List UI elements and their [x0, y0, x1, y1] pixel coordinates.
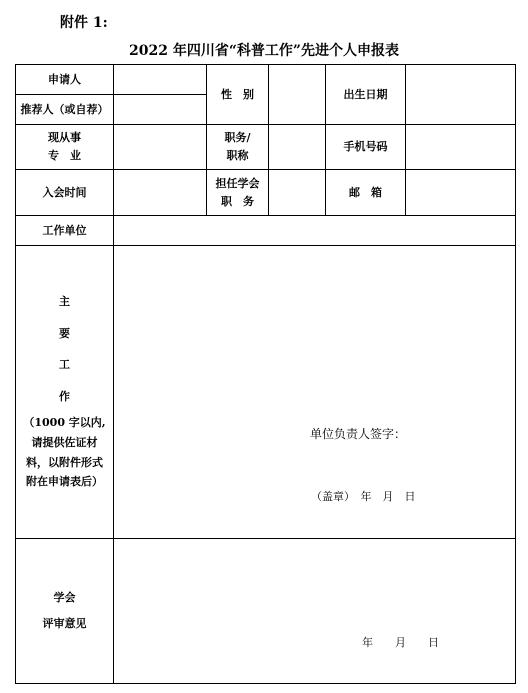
birth-date-field[interactable]	[406, 65, 515, 124]
applicant-label: 申请人	[48, 72, 81, 86]
attachment-label: 附件 1:	[60, 15, 108, 31]
seal-date-label: （盖章） 年 月 日	[311, 490, 416, 503]
main-work-char: 工	[59, 358, 70, 372]
mobile-label: 手机号码	[343, 140, 388, 154]
join-time-label: 入会时间	[42, 185, 87, 199]
applicant-field[interactable]	[114, 65, 206, 94]
work-unit-label: 工作单位	[42, 223, 87, 237]
society-review-label	[16, 539, 113, 683]
society-review-field[interactable]	[114, 539, 515, 683]
main-work-char: 要	[59, 326, 70, 340]
work-unit-field[interactable]	[114, 216, 515, 245]
main-work-char: 作	[59, 390, 70, 404]
main-work-note-line1: （1000 字以内,	[23, 416, 106, 429]
profession-label-line2: 专 业	[48, 149, 81, 162]
gender-field[interactable]	[269, 65, 325, 124]
review-date-label: 年 月 日	[362, 636, 439, 649]
email-field[interactable]	[406, 170, 515, 215]
mobile-field[interactable]	[406, 125, 515, 169]
society-review-label-line1: 学会	[53, 590, 76, 604]
main-work-char: 主	[59, 294, 70, 308]
main-work-label	[16, 246, 113, 538]
profession-label-line1: 现从事	[48, 131, 81, 145]
position-label-line1: 职务/	[224, 131, 251, 145]
main-work-note-line2: 请提供佐证材	[31, 435, 98, 449]
recommender-field[interactable]	[114, 95, 206, 124]
society-role-label-line1: 担任学会	[215, 176, 260, 190]
gender-label: 性 别	[221, 87, 254, 101]
recommender-label: 推荐人（或自荐）	[20, 102, 109, 116]
profession-field[interactable]	[114, 125, 206, 169]
main-work-note-line4: 附在申请表后）	[26, 475, 103, 489]
position-field[interactable]	[269, 125, 325, 169]
position-label	[207, 125, 268, 169]
profession-label	[16, 125, 113, 169]
position-label-line2: 职称	[226, 149, 249, 162]
birth-date-label: 出生日期	[343, 87, 388, 101]
email-label: 邮 箱	[349, 185, 382, 199]
form-title: 2022 年四川省“科普工作”先进个人申报表	[129, 43, 399, 59]
join-time-field[interactable]	[114, 170, 206, 215]
main-work-note-line3: 料，以附件形式	[26, 455, 103, 469]
society-review-label-line2: 评审意见	[42, 617, 87, 630]
unit-signature-label: 单位负责人签字：	[310, 427, 407, 441]
society-role-field[interactable]	[269, 170, 325, 215]
society-role-label	[207, 170, 268, 215]
society-role-label-line2: 职 务	[221, 194, 254, 208]
